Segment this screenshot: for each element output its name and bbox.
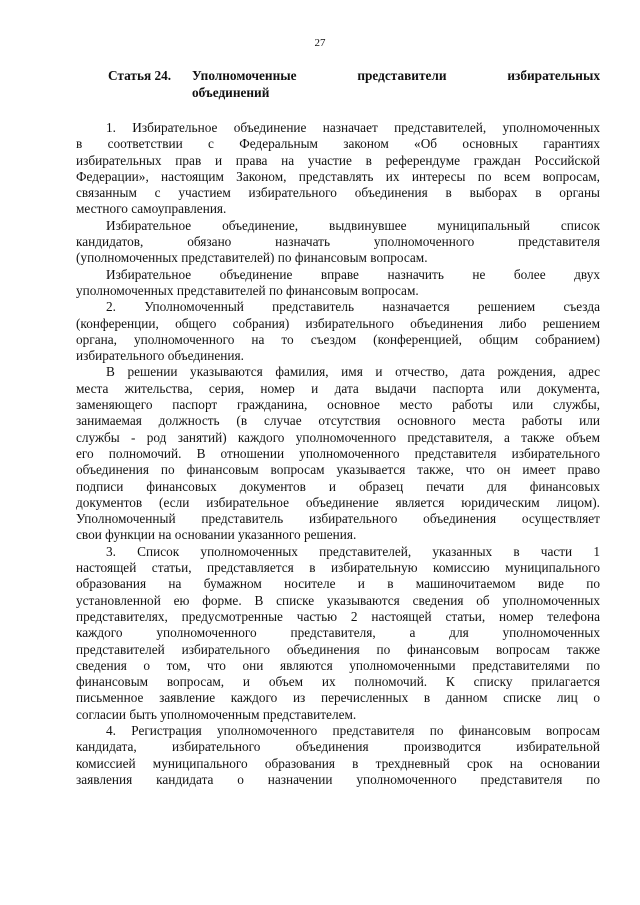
text-line: избирательных прав и права на участие в референдуме граждан Российской <box>76 152 600 168</box>
text-line: 2. Уполномоченный представитель назначается решением съезда <box>106 299 600 315</box>
paragraph <box>76 267 600 300</box>
text-line: его полномочий. В отношении уполномоченного представителя избирательного <box>76 445 600 461</box>
text-line: занимаемая должность (в случае отсутствия основного места работы или <box>76 413 600 429</box>
text-line: органа, уполномоченного на то съездом (конференцией, общим собранием) <box>76 331 600 347</box>
text-line: в соответствии с Федеральным законом «Об основных гарантиях <box>76 136 600 152</box>
text-line: сведения о том, что они являются уполномоченными представителями по <box>76 657 600 673</box>
text-line: 1. Избирательное объединение назначает представителей, уполномоченных <box>106 120 600 135</box>
text-line: Федерации», настоящим Законом, представлять их интересы по всем вопросам, <box>76 168 600 184</box>
text-line: согласии быть уполномоченным представителем. <box>76 706 357 722</box>
text-line: 3. Список уполномоченных представителей, указанных в части 1 <box>106 543 600 559</box>
paragraph <box>76 544 600 723</box>
article-label: Статья 24. <box>108 68 172 83</box>
text-line: (конференции, общего собрания) избирательного объединения либо решением <box>76 315 600 331</box>
text-line: образования на бумажном носителе и в машиночитаемом виде по <box>76 576 600 592</box>
article-title-line: объединений <box>192 85 270 100</box>
text-line: 4. Регистрация уполномоченного представителя по финансовым вопросам <box>106 722 600 738</box>
text-line: Избирательное объединение вправе назначить не более двух <box>106 266 600 282</box>
text-line: представителях, предусмотренные частью 2 настоящей статьи, номер телефона <box>76 608 600 624</box>
text-line: свои функции на основании указанного решения. <box>76 527 357 543</box>
article-title <box>192 67 600 101</box>
text-line: кандидатов, обязано назначать уполномоченного представителя <box>76 234 600 250</box>
paragraph <box>76 364 600 543</box>
text-line: подписи финансовых документов и образец печати для финансовых <box>76 478 600 494</box>
text-line: избирательного объединения. <box>76 348 244 364</box>
text-line: службы - род занятий) каждого уполномоченного представителя, а также объем <box>76 429 600 445</box>
paragraph <box>76 120 600 218</box>
text-line: местного самоуправления. <box>76 201 227 217</box>
text-line: уполномоченных представителей по финансовым вопросам. <box>76 282 419 298</box>
text-line: (уполномоченных представителей) по финансовым вопросам. <box>76 250 428 266</box>
paragraph <box>76 723 600 788</box>
text-line: финансовым вопросам, и объем их полномочий. К списку прилагается <box>76 674 600 690</box>
text-line: представителей избирательного объединения по финансовым вопросам также <box>76 641 600 657</box>
text-line: документов (если избирательное объединение является юридическим лицом). <box>76 494 600 510</box>
text-line: места жительства, серия, номер и дата выдачи паспорта или документа, <box>76 380 600 396</box>
text-line: Уполномоченный представитель избирательного объединения осуществляет <box>76 511 600 527</box>
text-line: объединения по финансовым вопросам указывается также, что он имеет право <box>76 462 600 478</box>
article-body <box>76 120 600 788</box>
article-title-line: Уполномоченные представители избирательных <box>192 68 600 83</box>
text-line: установленной ею форме. В списке указываются сведения об уполномоченных <box>76 592 600 608</box>
text-line: заменяющего паспорт гражданина, основное место работы или службы, <box>76 397 600 413</box>
paragraph <box>76 299 600 364</box>
text-line: настоящей статьи, представляется в избирательную комиссию муниципального <box>76 560 600 576</box>
text-line: каждого уполномоченного представителя, а для уполномоченных <box>76 625 600 641</box>
text-line: комиссией муниципального образования в трехдневный срок на основании <box>76 755 600 771</box>
text-line: кандидата, избирательного объединения производится избирательной <box>76 739 600 755</box>
text-line: В решении указываются фамилия, имя и отчество, дата рождения, адрес <box>106 364 600 380</box>
text-line: связанным с участием избирательного объединения в выборах в органы <box>76 185 600 201</box>
paragraph <box>76 218 600 267</box>
page-number: 27 <box>314 37 326 49</box>
text-line: письменное заявление каждого из перечисленных в данном списке лиц о <box>76 690 600 706</box>
text-line: Избирательное объединение, выдвинувшее муниципальный список <box>106 217 600 233</box>
text-line: заявления кандидата о назначении уполномоченного представителя по <box>76 771 600 787</box>
